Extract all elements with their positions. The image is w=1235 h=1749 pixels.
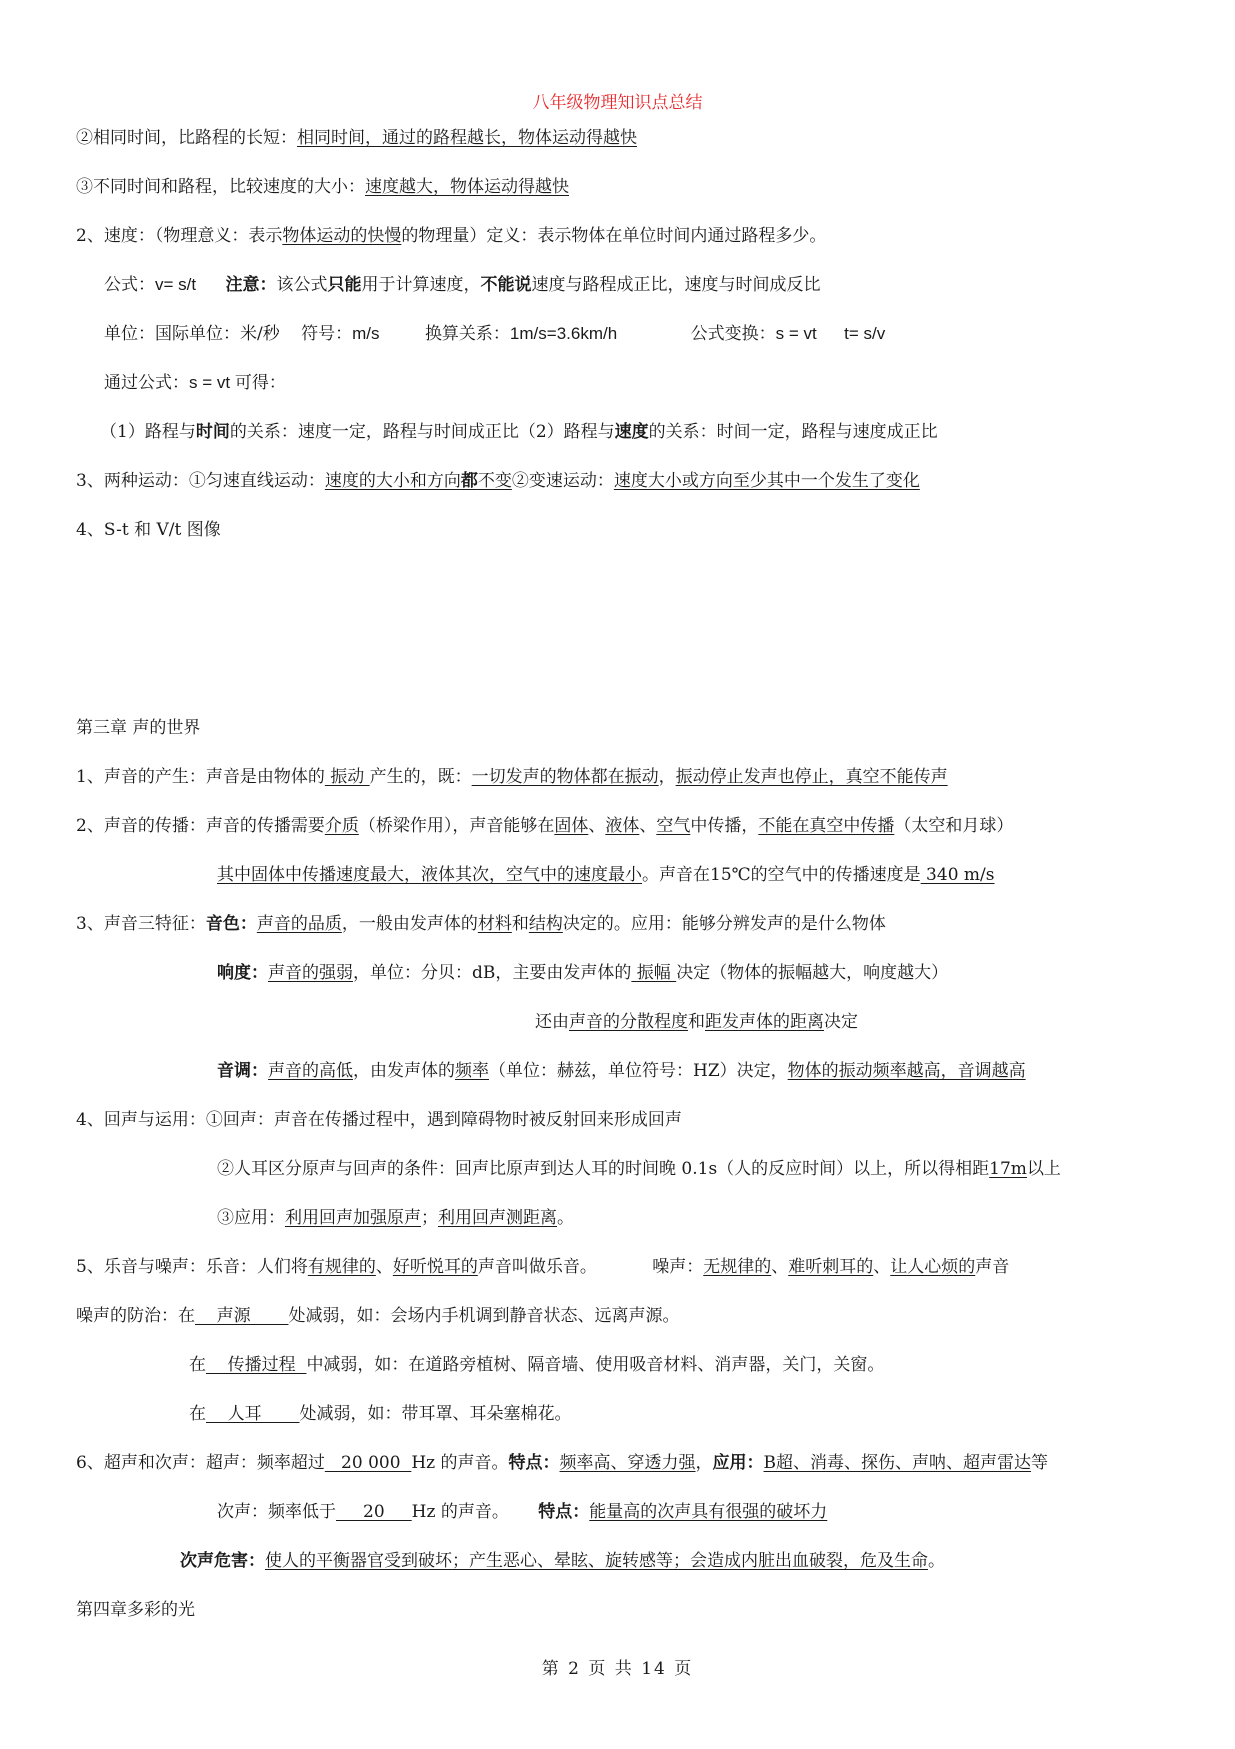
- text-line: 通过公式：s = vt 可得：: [104, 373, 286, 392]
- text-line: 6、超声和次声：超声：频率超过 20 000 Hz 的声音。特点：频率高、穿透力强，应用：B超、消毒、探伤、声呐、超声雷达等: [76, 1453, 1049, 1473]
- text-line: 3、两种运动：①匀速直线运动：速度的大小和方向都不变②变速运动：速度大小或方向至少其中一个发生了变化: [76, 471, 920, 491]
- text-line: 还由声音的分散程度和距发声体的距离决定: [535, 1012, 858, 1032]
- document-title: 八年级物理知识点总结: [532, 93, 703, 113]
- text-line: 2、速度：（物理意义：表示物体运动的快慢的物理量）定义：表示物体在单位时间内通过路程多少。: [76, 226, 827, 246]
- text-line: 次声：频率低于 20 Hz 的声音。 特点：能量高的次声具有很强的破坏力: [217, 1502, 828, 1522]
- text-line: 4、S-t 和 V/t 图像: [76, 520, 221, 540]
- text-line: 2、声音的传播：声音的传播需要介质（桥梁作用），声音能够在固体、液体、空气中传播，不能在真空中传播（太空和月球）: [76, 816, 1014, 836]
- text-line: ③不同时间和路程，比较速度的大小：速度越大，物体运动得越快: [76, 177, 569, 197]
- text-line: 在 传播过程 中减弱，如：在道路旁植树、隔音墙、使用吸音材料、消声器，关门，关窗。: [189, 1355, 885, 1375]
- section-heading: 第三章 声的世界: [76, 718, 201, 738]
- text-line: 3、声音三特征：音色：声音的品质，一般由发声体的材料和结构决定的。应用：能够分辨发声的是什么物体: [76, 914, 886, 934]
- page-footer: 第 2 页 共 14 页: [541, 1659, 694, 1679]
- text-line: ③应用：利用回声加强原声；利用回声测距离。: [217, 1208, 574, 1228]
- text-line: 1、声音的产生：声音是由物体的 振动 产生的，既：一切发声的物体都在振动，振动停止发声也停止，真空不能传声: [76, 767, 948, 787]
- text-line: 响度：声音的强弱，单位：分贝：dB，主要由发声体的 振幅 决定（物体的振幅越大，响度越大）: [217, 963, 949, 983]
- text-line: 次声危害：使人的平衡器官受到破坏；产生恶心、晕眩、旋转感等；会造成内脏出血破裂，危及生命。: [180, 1551, 945, 1571]
- text-line: 5、乐音与噪声：乐音：人们将有规律的、好听悦耳的声音叫做乐音。 噪声：无规律的、难听刺耳的、让人心烦的声音: [76, 1257, 1010, 1277]
- text-line: 其中固体中传播速度最大，液体其次，空气中的速度最小。声音在15℃的空气中的传播速度是 340 m/s: [217, 865, 995, 885]
- text-line: ②人耳区分原声与回声的条件：回声比原声到达人耳的时间晚 0.1s（人的反应时间）以上，所以得相距17m以上: [217, 1159, 1061, 1179]
- text-line: 4、回声与运用：①回声：声音在传播过程中，遇到障碍物时被反射回来形成回声: [76, 1110, 682, 1130]
- text-line: （1）路程与时间的关系：速度一定，路程与时间成正比（2）路程与速度的关系：时间一定，路程与速度成正比: [100, 422, 938, 442]
- section-heading: 第四章多彩的光: [76, 1600, 195, 1620]
- text-line: 单位：国际单位：米/秒 符号：m/s 换算关系：1m/s=3.6km/h 公式变换：s = vt t= s/v: [104, 324, 886, 344]
- text-line: 公式：v= s/t 注意：该公式只能用于计算速度，不能说速度与路程成正比，速度与时间成反比: [104, 275, 821, 295]
- text-line: 在 人耳 处减弱，如：带耳罩、耳朵塞棉花。: [189, 1404, 572, 1424]
- text-line: 音调：声音的高低，由发声体的频率（单位：赫兹，单位符号：HZ）决定，物体的振动频率越高，音调越高: [217, 1061, 1026, 1081]
- text-line: ②相同时间，比路程的长短：相同时间，通过的路程越长，物体运动得越快: [76, 128, 637, 148]
- text-line: 噪声的防治：在 声源 处减弱，如：会场内手机调到静音状态、远离声源。: [76, 1306, 680, 1326]
